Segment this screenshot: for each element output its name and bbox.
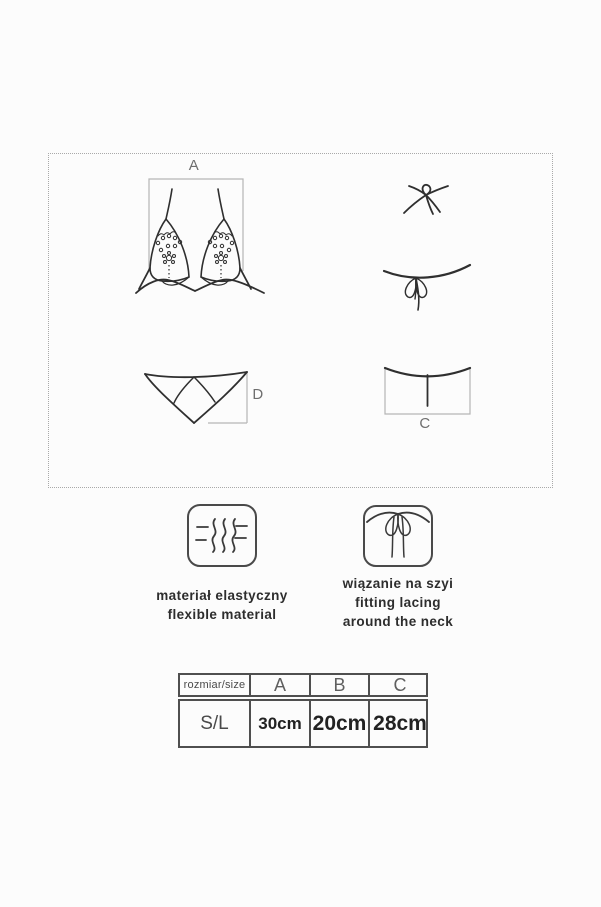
halter-tie-knot-drawing [396,181,476,226]
size-table-value-a: 30cm [249,701,309,746]
elastic-waves-glyph [189,506,255,565]
size-table-header-col-a: A [249,675,309,695]
size-table-header-col-c: C [368,675,430,695]
measure-label-d: D [252,386,264,403]
measure-label-a: A [188,157,200,174]
caption-line: around the neck [342,614,454,629]
caption-line: wiązanie na szyi [342,576,454,591]
elastic-material-caption [112,586,332,624]
neck-lacing-glyph [365,507,431,565]
size-table-value-b: 20cm [309,701,368,746]
elastic-material-icon [187,504,257,567]
size-table [178,673,428,748]
size-table-data-row [178,699,428,748]
size-table-header-col-b: B [309,675,368,695]
caption-line: flexible material [167,607,277,622]
bikini-top-drawing [134,174,269,299]
neck-lacing-icon [363,505,433,567]
panties-drawing [141,366,253,428]
neck-lacing-caption [302,574,494,631]
product-measure-panel [48,153,553,488]
measure-label-c: C [419,415,431,432]
size-table-header-row [178,673,428,697]
caption-line: materiał elastyczny [156,588,288,603]
caption-line: fitting lacing [355,595,441,610]
size-table-size-cell: S/L [200,712,229,734]
neck-string-bow-drawing [382,263,472,313]
size-table-header-label: rozmiar/size [183,679,246,691]
bottom-piece-drawing [383,365,473,417]
size-table-value-c: 28cm [368,701,430,746]
